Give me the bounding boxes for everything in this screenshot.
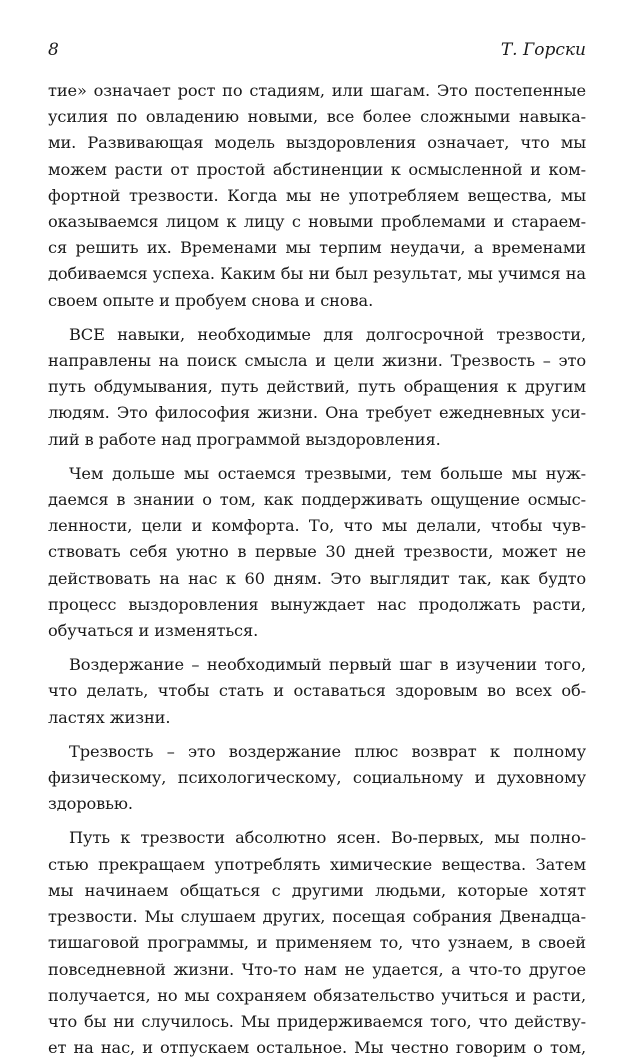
text-line: ми. Развивающая модель выздоровления означает, что мы (48, 133, 586, 153)
paragraph (48, 739, 586, 818)
text-line: что делать, чтобы стать и оставаться здоровым во всех об- (48, 681, 586, 701)
body-text (48, 78, 586, 1061)
text-line: ся решить их. Временами мы терпим неудачи, а временами (48, 238, 586, 258)
text-line: что бы ни случилось. Мы придерживаемся того, что действу- (48, 1011, 586, 1031)
text-line: тишаговой программы, и применяем то, что узнаем, в своей (48, 933, 586, 953)
text-line: действовать на нас к 60 дням. Это выглядит так, как будто (48, 568, 586, 588)
text-line: оказываемся лицом к лицу с новыми проблемами и стараем- (48, 212, 586, 232)
text-line: процесс выздоровления вынуждает нас продолжать расти, (48, 594, 586, 614)
text-line: Чем дольше мы остаемся трезвыми, тем больше мы нуж- (69, 463, 586, 483)
text-line: физическому, психологическому, социальному и духовному (48, 768, 586, 788)
text-line: направлены на поиск смысла и цели жизни. Трезвость – это (48, 351, 586, 371)
text-line: повседневной жизни. Что-то нам не удается, а что-то другое (48, 959, 586, 979)
text-line: Путь к трезвости абсолютно ясен. Во-первых, мы полно- (69, 828, 586, 848)
text-line: усилия по овладению новыми, все более сложными навыка- (48, 107, 586, 127)
text-line: ВСЕ навыки, необходимые для долгосрочной трезвости, (69, 324, 586, 344)
paragraph (48, 825, 586, 1061)
text-line: ленности, цели и комфорта. То, что мы делали, чтобы чув- (48, 516, 586, 536)
text-line: своем опыте и пробуем снова и снова. (48, 290, 374, 310)
text-line: путь обдумывания, путь действий, путь обращения к другим (48, 377, 586, 397)
text-line: тие» означает рост по стадиям, или шагам. Это постепенные (48, 81, 586, 100)
text-line: Трезвость – это воздержание плюс возврат к полному (69, 741, 586, 761)
text-line: даемся в знании о том, как поддерживать ощущение осмыс- (48, 490, 586, 510)
text-line: ластях жизни. (48, 707, 171, 727)
text-line: стью прекращаем употреблять химические вещества. Затем (48, 854, 586, 874)
text-line: можем расти от простой абстиненции к осмысленной и ком- (48, 159, 586, 179)
text-line: мы начинаем общаться с другими людьми, которые хотят (48, 880, 586, 900)
text-line: трезвости. Мы слушаем других, посещая собрания Двенадца- (48, 907, 586, 927)
text-line: здоровью. (48, 794, 133, 814)
text-line: лий в работе над программой выздоровления. (48, 429, 441, 449)
text-line: Воздержание – необходимый первый шаг в изучении того, (69, 655, 586, 675)
paragraph (48, 461, 586, 644)
paragraph (48, 322, 586, 453)
text-line: фортной трезвости. Когда мы не употребляем вещества, мы (48, 185, 586, 205)
book-page (48, 40, 586, 1061)
text-line: получается, но мы сохраняем обязательство учиться и расти, (48, 985, 586, 1005)
text-line: людям. Это философия жизни. Она требует ежедневных уси- (48, 403, 586, 423)
text-line: ствовать себя уютно в первые 30 дней трезвости, может не (48, 542, 586, 562)
paragraph (48, 78, 586, 314)
running-title: Т. Горски (500, 40, 586, 60)
text-line: обучаться и изменяться. (48, 621, 259, 641)
page-number: 8 (48, 40, 59, 60)
text-line: ет на нас, и отпускаем остальное. Мы честно говорим о том, (48, 1038, 586, 1058)
text-line: добиваемся успеха. Каким бы ни был результат, мы учимся на (48, 264, 586, 284)
paragraph (48, 652, 586, 731)
running-head (48, 40, 586, 70)
